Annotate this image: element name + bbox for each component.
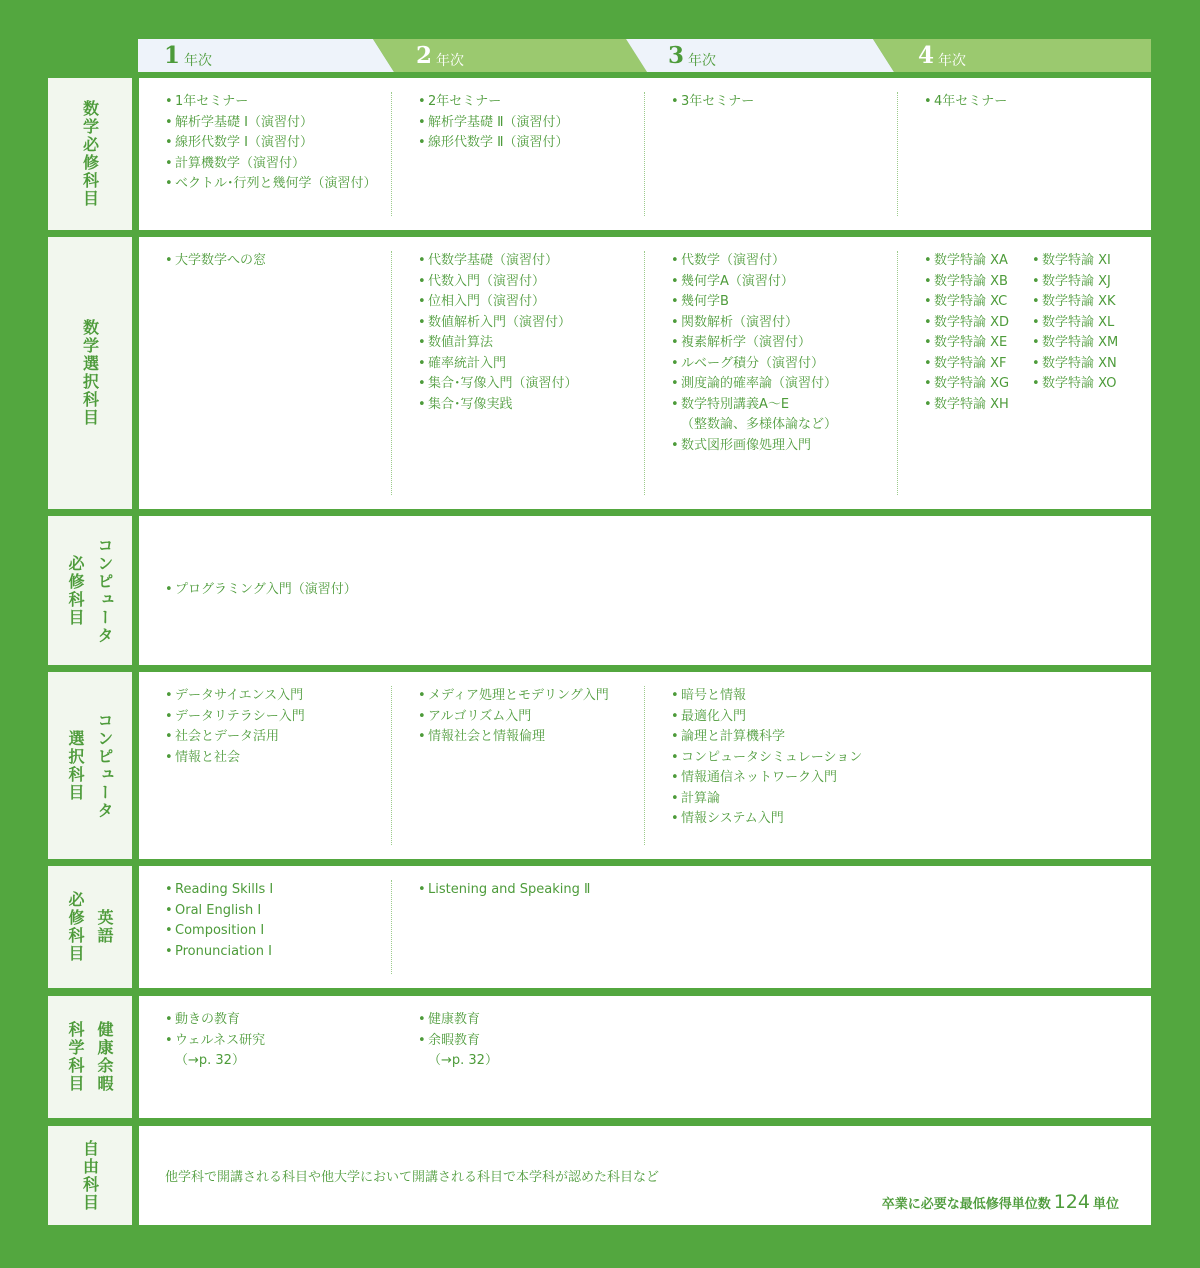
course-item — [924, 272, 1024, 293]
row-label-health — [48, 996, 132, 1118]
bullet-icon: • — [924, 273, 932, 289]
row-content-math-required — [139, 78, 1151, 230]
course-item — [671, 272, 897, 293]
course-item — [165, 727, 391, 748]
course-item — [1032, 313, 1150, 334]
row-label-text-1: 健康余暇 — [95, 1021, 114, 1093]
course-item — [1032, 251, 1150, 272]
bullet-icon: • — [418, 94, 426, 109]
graduation-credits — [882, 1191, 1119, 1213]
row-label-text-1: コンピュータ — [95, 536, 114, 645]
col-year-2 — [392, 251, 645, 495]
row-english-required — [48, 866, 1151, 988]
course-name: 代数学（演習付） — [681, 253, 786, 268]
course-name: 数学特論 XF — [934, 355, 1007, 371]
course-item — [418, 292, 644, 313]
bullet-icon: • — [924, 376, 932, 391]
year-1-label: 1 年次 — [164, 42, 213, 69]
course-name: 最適化入門 — [681, 708, 747, 724]
course-name: 測度論的確率論（演習付） — [681, 376, 838, 391]
course-name: 線形代数学 Ⅱ（演習付） — [428, 135, 569, 150]
course-name: 1年セミナー — [175, 94, 249, 109]
course-name: 2年セミナー — [428, 94, 502, 109]
course-item — [418, 686, 644, 707]
course-name: データリテラシー入門 — [175, 708, 305, 724]
bullet-icon: • — [924, 314, 932, 330]
col-year-3 — [645, 251, 898, 495]
course-item — [671, 354, 897, 375]
course-item — [671, 768, 1145, 789]
course-item — [165, 251, 391, 272]
course-item — [671, 748, 1145, 769]
bullet-icon: • — [671, 729, 679, 744]
course-item — [671, 789, 1145, 810]
bullet-icon: • — [924, 396, 932, 412]
course-name: 幾何学A（演習付） — [681, 273, 794, 289]
col-year-4-a — [898, 251, 1024, 495]
bullet-icon: • — [671, 790, 679, 806]
course-name: 数学特論 XL — [1042, 314, 1115, 330]
course-item — [671, 251, 897, 272]
course-name: 数学特別講義A～E — [681, 396, 790, 412]
col-year-1 — [139, 686, 392, 845]
course-item — [418, 1031, 644, 1052]
course-name: 代数入門（演習付） — [428, 273, 546, 289]
bullet-icon: • — [671, 94, 679, 109]
bullet-icon: • — [418, 396, 426, 412]
course-item — [165, 154, 391, 175]
bullet-icon: • — [671, 294, 679, 309]
course-name: 代数学基礎（演習付） — [428, 253, 559, 268]
course-item — [418, 354, 644, 375]
col-year-1 — [139, 251, 392, 495]
course-name: 数学特論 XK — [1042, 294, 1116, 309]
bullet-icon: • — [671, 749, 679, 765]
bullet-icon: • — [924, 335, 932, 350]
course-item — [924, 395, 1024, 416]
bullet-icon: • — [418, 882, 426, 897]
col-year-3 — [645, 686, 1145, 845]
course-item — [418, 333, 644, 354]
course-item — [165, 113, 391, 134]
credits-value: 124 — [1053, 1191, 1090, 1213]
course-item — [1032, 292, 1150, 313]
course-item — [924, 313, 1024, 334]
bullet-icon: • — [418, 273, 426, 289]
bullet-icon: • — [671, 376, 679, 391]
course-item — [418, 707, 644, 728]
course-item — [924, 251, 1024, 272]
bullet-icon: • — [165, 114, 173, 130]
course-name: 計算論 — [681, 790, 721, 806]
row-content-math-elective — [139, 237, 1151, 509]
course-name: メディア処理とモデリング入門 — [428, 688, 609, 703]
row-content-comp-required — [139, 516, 1151, 665]
course-name: 関数解析（演習付） — [681, 314, 799, 330]
bullet-icon: • — [418, 335, 426, 350]
course-item — [924, 374, 1024, 395]
bullet-icon: • — [165, 135, 173, 150]
bullet-icon: • — [418, 708, 426, 724]
course-item — [418, 395, 644, 416]
bullet-icon: • — [671, 335, 679, 350]
course-item — [671, 809, 1145, 830]
bullet-icon: • — [1032, 355, 1040, 371]
bullet-icon: • — [418, 114, 426, 130]
bullet-icon: • — [165, 923, 173, 938]
row-comp-required — [48, 516, 1151, 665]
course-name: 数学特論 XO — [1042, 376, 1117, 391]
course-name: データサイエンス入門 — [175, 688, 304, 703]
bullet-icon: • — [418, 355, 426, 371]
bullet-icon: • — [671, 253, 679, 268]
row-label-text-2: 必修科目 — [66, 891, 85, 963]
course-name: 解析学基礎 Ⅱ（演習付） — [428, 114, 569, 130]
course-name: 位相入門（演習付） — [428, 294, 546, 309]
bullet-icon: • — [165, 176, 173, 191]
bullet-icon: • — [671, 811, 679, 826]
year-header-bar — [138, 39, 1151, 72]
course-item: （→p. 32） — [175, 1053, 245, 1068]
course-item: （整数論、多様体論など） — [681, 417, 838, 432]
course-name: 数学特論 XJ — [1042, 273, 1111, 289]
col-year-2 — [392, 880, 892, 974]
row-label-free — [48, 1126, 132, 1225]
course-name: コンピュータシミュレーション — [681, 749, 863, 765]
row-label-comp-elective — [48, 672, 132, 859]
course-item — [1032, 354, 1150, 375]
bullet-icon: • — [165, 943, 173, 959]
row-label-text: 自由科目 — [80, 1139, 100, 1212]
row-content-comp-elective — [139, 672, 1151, 859]
course-name: 論理と計算機科学 — [681, 729, 786, 744]
course-item — [671, 292, 897, 313]
course-name: ルベーグ積分（演習付） — [681, 355, 825, 371]
course-item — [165, 880, 391, 901]
course-item — [165, 901, 391, 922]
col-year-2 — [392, 92, 645, 216]
year-header-shapes — [138, 39, 1151, 72]
course-item — [418, 313, 644, 334]
year-3-label: 3 年次 — [668, 42, 717, 69]
course-name: 情報通信ネットワーク入門 — [681, 770, 838, 785]
course-item — [165, 942, 391, 963]
course-item — [418, 133, 644, 154]
bullet-icon: • — [165, 902, 173, 918]
row-label-text: 数学選択科目 — [80, 319, 100, 427]
bullet-icon: • — [671, 688, 679, 703]
course-name: 確率統計入門 — [428, 355, 507, 371]
course-item — [165, 174, 391, 195]
course-name: 数値計算法 — [428, 335, 494, 350]
course-item — [418, 727, 644, 748]
course-item — [671, 707, 1145, 728]
course-item — [165, 748, 391, 769]
course-name: 数学特論 XA — [934, 253, 1008, 268]
bullet-icon: • — [418, 376, 426, 391]
course-item — [671, 374, 897, 395]
course-name: 集合･写像実践 — [428, 396, 513, 412]
row-label-text-1: 英語 — [95, 909, 114, 945]
course-item — [671, 92, 897, 113]
course-item — [418, 92, 644, 113]
course-name: 動きの教育 — [175, 1012, 241, 1027]
row-free — [48, 1126, 1151, 1225]
course-name: 社会とデータ活用 — [175, 729, 280, 744]
bullet-icon: • — [418, 729, 426, 744]
bullet-icon: • — [1032, 335, 1040, 350]
bullet-icon: • — [671, 396, 679, 412]
credits-unit: 単位 — [1092, 1197, 1119, 1212]
course-name: 数学特論 XM — [1042, 335, 1119, 350]
col-year-2 — [392, 686, 645, 845]
row-label-math-required — [48, 78, 132, 230]
bullet-icon: • — [165, 155, 173, 171]
course-name: 3年セミナー — [681, 94, 755, 109]
course-item — [1032, 333, 1150, 354]
bullet-icon: • — [418, 1032, 426, 1048]
bullet-icon: • — [671, 770, 679, 785]
course-name: Oral English Ⅰ — [175, 902, 262, 918]
year-3-tab-shape — [626, 39, 894, 72]
bullet-icon: • — [165, 688, 173, 703]
row-label-text-1: コンピュータ — [95, 711, 114, 820]
bullet-icon: • — [418, 253, 426, 268]
row-label-text-2: 選択科目 — [66, 729, 85, 802]
bullet-icon: • — [671, 355, 679, 371]
course-item — [1032, 374, 1150, 395]
course-item — [418, 272, 644, 293]
row-label-english-required — [48, 866, 132, 988]
course-name: 幾何学B — [681, 294, 729, 309]
course-item — [418, 251, 644, 272]
course-name: Composition Ⅰ — [175, 923, 265, 938]
col-year-3 — [645, 92, 898, 216]
bullet-icon: • — [165, 749, 173, 765]
free-subjects-text: 他学科で開講される科目や他大学において開講される科目で本学科が認めた科目など — [165, 1170, 660, 1185]
row-content-health — [139, 996, 1151, 1118]
course-item — [671, 395, 897, 416]
course-name: 情報システム入門 — [681, 811, 784, 826]
col-year-1 — [139, 880, 392, 974]
row-label-math-elective — [48, 237, 132, 509]
course-name: 計算機数学（演習付） — [175, 155, 306, 171]
course-item — [165, 1010, 391, 1031]
course-name: 数学特論 XD — [934, 314, 1010, 330]
row-label-text-2: 必修科目 — [66, 554, 85, 627]
course-name: ウェルネス研究 — [175, 1032, 266, 1048]
course-name: 数学特論 XB — [934, 273, 1008, 289]
course-name: 集合･写像入門（演習付） — [428, 376, 578, 391]
course-item — [418, 1010, 644, 1031]
bullet-icon: • — [165, 253, 173, 268]
bullet-icon: • — [671, 273, 679, 289]
course-name: アルゴリズム入門 — [428, 708, 532, 724]
course-item — [418, 880, 892, 901]
course-name: ベクトル･行列と幾何学（演習付） — [175, 176, 377, 191]
course-name: Listening and Speaking Ⅱ — [428, 882, 591, 897]
bullet-icon: • — [165, 1032, 173, 1048]
col-year-4 — [898, 92, 1151, 216]
bullet-icon: • — [924, 355, 932, 371]
course-name: 情報と社会 — [175, 749, 241, 765]
course-name: 4年セミナー — [934, 94, 1008, 109]
row-comp-elective — [48, 672, 1151, 859]
course-name: 暗号と情報 — [681, 688, 747, 703]
bullet-icon: • — [671, 708, 679, 724]
bullet-icon: • — [1032, 273, 1040, 289]
row-math-required — [48, 78, 1151, 230]
year-2-label: 2 年次 — [416, 42, 465, 69]
course-name: 数学特論 XH — [934, 396, 1009, 412]
bullet-icon: • — [1032, 253, 1040, 268]
course-item — [671, 333, 897, 354]
col-year-4-b — [1024, 251, 1150, 495]
bullet-icon: • — [924, 94, 932, 109]
course-item — [165, 580, 357, 601]
row-math-elective — [48, 237, 1151, 509]
bullet-icon: • — [1032, 376, 1040, 391]
bullet-icon: • — [165, 882, 173, 897]
course-name: 数値解析入門（演習付） — [428, 314, 572, 330]
course-name: 数学特論 XN — [1042, 355, 1117, 371]
bullet-icon: • — [165, 94, 173, 109]
col-year-1 — [139, 1010, 391, 1104]
year-4-tab-shape — [873, 39, 1151, 72]
course-item — [671, 727, 1145, 748]
bullet-icon: • — [418, 294, 426, 309]
col-year-2 — [392, 1010, 644, 1104]
year-4-label: 4 年次 — [918, 42, 967, 69]
course-item — [924, 354, 1024, 375]
course-item — [165, 686, 391, 707]
bullet-icon: • — [1032, 314, 1040, 330]
course-item — [165, 92, 391, 113]
bullet-icon: • — [671, 437, 679, 453]
bullet-icon: • — [165, 1012, 173, 1027]
row-label-text-2: 科学科目 — [66, 1021, 85, 1093]
col-year-1 — [139, 92, 392, 216]
course-item — [671, 313, 897, 334]
course-item — [418, 374, 644, 395]
course-item: （→p. 32） — [428, 1053, 498, 1068]
course-item — [1032, 272, 1150, 293]
course-item — [924, 333, 1024, 354]
course-name: Pronunciation Ⅰ — [175, 943, 272, 959]
row-content-english-required — [139, 866, 1151, 988]
course-name: 余暇教育 — [428, 1032, 481, 1048]
course-item — [165, 921, 391, 942]
course-item — [165, 1031, 391, 1052]
course-name: 解析学基礎 Ⅰ（演習付） — [175, 114, 313, 130]
bullet-icon: • — [418, 1012, 426, 1027]
course-item — [671, 686, 1145, 707]
bullet-icon: • — [418, 688, 426, 703]
course-item — [924, 92, 1151, 113]
bullet-icon: • — [165, 582, 173, 598]
course-name: 情報社会と情報倫理 — [428, 729, 546, 744]
row-health — [48, 996, 1151, 1118]
row-content-free — [139, 1126, 1151, 1225]
course-name: 大学数学への窓 — [175, 253, 267, 268]
bullet-icon: • — [924, 294, 932, 309]
course-name: 健康教育 — [428, 1012, 481, 1027]
bullet-icon: • — [924, 253, 932, 268]
bullet-icon: • — [418, 135, 426, 150]
course-name: プログラミング入門（演習付） — [175, 582, 357, 598]
course-item — [418, 113, 644, 134]
bullet-icon: • — [165, 708, 173, 724]
course-name: 線形代数学 Ⅰ（演習付） — [175, 135, 313, 150]
bullet-icon: • — [165, 729, 173, 744]
row-label-comp-required — [48, 516, 132, 665]
course-name: 数学特論 XI — [1042, 253, 1111, 268]
year-2-tab-shape — [373, 39, 647, 72]
course-name: 複素解析学（演習付） — [681, 335, 812, 350]
credits-label: 卒業に必要な最低修得単位数 — [881, 1197, 1051, 1212]
bullet-icon: • — [671, 314, 679, 330]
bullet-icon: • — [1032, 294, 1040, 309]
course-name: 数学特論 XE — [934, 335, 1008, 350]
course-item — [671, 436, 897, 457]
course-item — [924, 292, 1024, 313]
row-label-text: 数学必修科目 — [80, 100, 100, 208]
course-item — [165, 707, 391, 728]
course-name: 数式図形画像処理入門 — [681, 437, 812, 453]
bullet-icon: • — [418, 314, 426, 330]
course-name: 数学特論 XG — [934, 376, 1010, 391]
course-item — [165, 133, 391, 154]
course-name: 数学特論 XC — [934, 294, 1008, 309]
course-name: Reading Skills Ⅰ — [175, 882, 274, 897]
col-year-1 — [139, 516, 639, 665]
